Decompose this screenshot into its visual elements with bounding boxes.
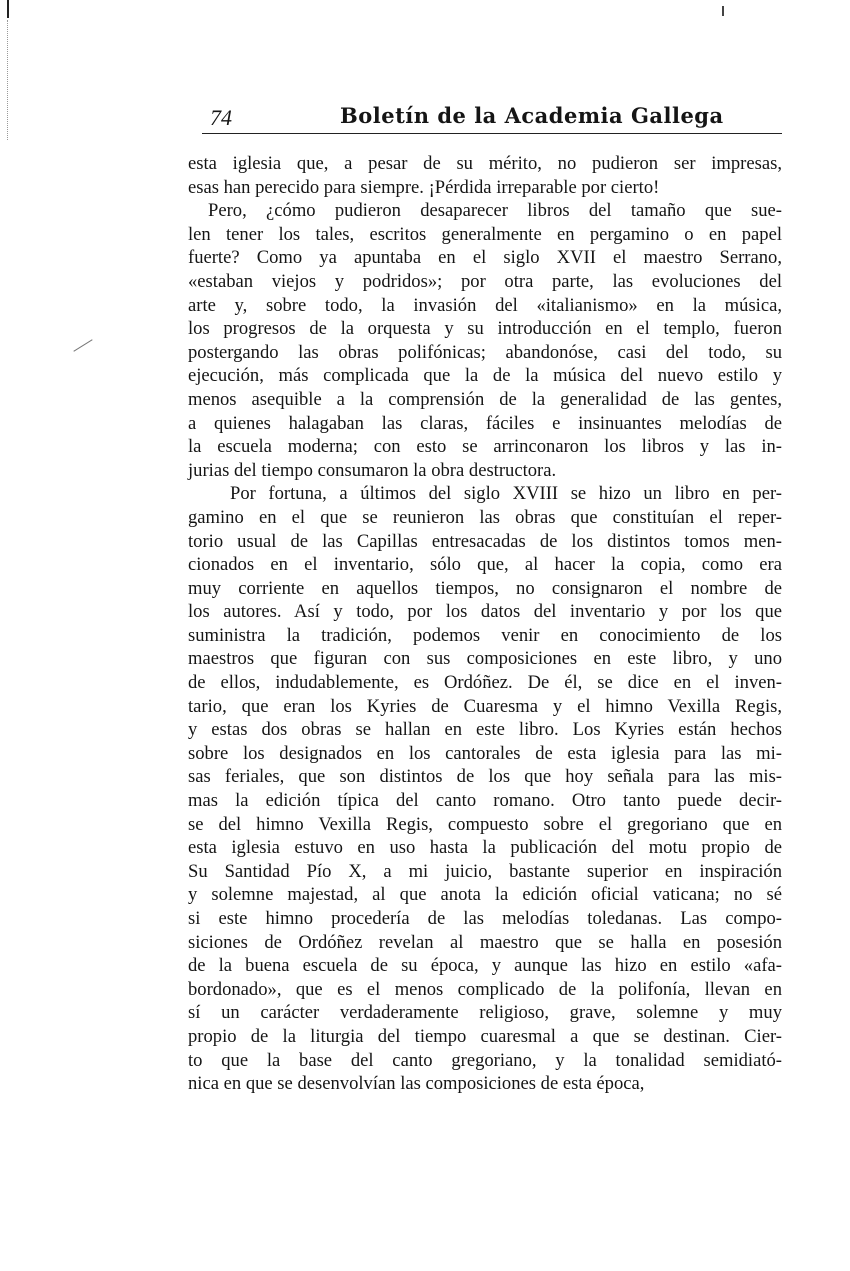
text-line: la escuela moderna; con esto se arrinconaron los libros y las in- xyxy=(188,436,782,458)
text-line: fuerte? Como ya apuntaba en el siglo XVII el maestro Serrano, xyxy=(188,247,782,269)
text-line: siciones de Ordóñez revelan al maestro que se halla en posesión xyxy=(188,931,782,953)
text-line: suministra la tradición, podemos venir en conocimiento de los xyxy=(188,624,782,646)
text-line: los progresos de la orquesta y su introducción en el templo, fueron xyxy=(188,318,782,340)
text-line: mas la edición típica del canto romano. Otro tanto puede decir- xyxy=(188,790,782,812)
page-header xyxy=(202,103,782,134)
scan-speck xyxy=(722,6,724,16)
paragraph xyxy=(188,482,782,1095)
text-line: ejecución, más complicada que la de la música del nuevo estilo y xyxy=(188,365,782,387)
text-line: Su Santidad Pío X, a mi juicio, bastante superior en inspiración xyxy=(188,860,782,882)
paragraph xyxy=(188,152,782,199)
text-line: sobre los designados en los cantorales de esta iglesia para las mi- xyxy=(188,742,782,764)
text-line: y estas dos obras se hallan en este libro. Los Kyries están hechos xyxy=(188,719,782,741)
text-line: si este himno procedería de las melodías toledanas. Las compo- xyxy=(188,908,782,929)
text-line: cionados en el inventario, sólo que, al hacer la copia, como era xyxy=(188,554,782,576)
text-line: propio de la liturgia del tiempo cuaresmal a que se destinan. Cier- xyxy=(188,1025,782,1047)
text-line: sas feriales, que son distintos de los que hoy señala para las mis- xyxy=(188,766,782,788)
text-line: menos asequible a la comprensión de la generalidad de las gentes, xyxy=(188,388,782,410)
body-text xyxy=(188,152,782,1096)
text-line: len tener los tales, escritos generalmente en pergamino o en papel xyxy=(188,223,782,245)
text-line: muy corriente en aquellos tiempos, no consignaron el nombre de xyxy=(188,577,782,599)
text-line: arte y, sobre todo, la invasión del «italianismo» en la música, xyxy=(188,294,782,316)
scan-edge-mark xyxy=(7,0,9,18)
text-line: y solemne majestad, al que anota la edición oficial vaticana; no sé xyxy=(188,884,782,906)
text-line: «estaban viejos y podridos»; por otra parte, las evoluciones del xyxy=(188,270,782,292)
text-line: postergando las obras polifónicas; abandonóse, casi del todo, su xyxy=(188,341,782,363)
text-line: esta iglesia que, a pesar de su mérito, no pudieron ser impresas, xyxy=(188,153,782,174)
running-title: Boletín de la Academia Gallega xyxy=(340,103,724,128)
scan-edge-dots xyxy=(7,20,9,140)
text-line: de ellos, indudablemente, es Ordóñez. De él, se dice en el inven- xyxy=(188,672,782,694)
text-line: tario, que eran los Kyries de Cuaresma y el himno Vexilla Regis, xyxy=(188,695,782,717)
text-line: bordonado», que es el menos complicado de la polifonía, llevan en xyxy=(188,978,782,1000)
page-number: 74 xyxy=(210,105,232,130)
text-line: los autores. Así y todo, por los datos del inventario y por los que xyxy=(188,601,782,623)
text-line: Pero, ¿cómo pudieron desaparecer libros del tamaño que sue- xyxy=(208,200,782,222)
paragraph xyxy=(188,199,782,482)
text-line: sí un carácter verdaderamente religioso, grave, solemne y muy xyxy=(188,1002,782,1024)
text-line: gamino en el que se reunieron las obras que constituían el reper- xyxy=(188,506,782,528)
text-line: esta iglesia estuvo en uso hasta la publicación del motu propio de xyxy=(188,837,782,859)
text-line: torio usual de las Capillas entresacadas de los distintos tomos men- xyxy=(188,530,782,552)
scan-stroke-mark xyxy=(73,339,92,352)
text-line: se del himno Vexilla Regis, compuesto sobre el gregoriano que en xyxy=(188,813,782,835)
text-line: maestros que figuran con sus composiciones en este libro, y uno xyxy=(188,648,782,670)
text-line: jurias del tiempo consumaron la obra destructora. xyxy=(188,459,557,481)
text-line: to que la base del canto gregoriano, y la tonalidad semidiató- xyxy=(188,1049,782,1071)
text-line: esas han perecido para siempre. ¡Pérdida irreparable por cierto! xyxy=(188,176,660,198)
text-line: nica en que se desenvolvían las composiciones de esta época, xyxy=(188,1073,645,1095)
text-line: a quienes halagaban las claras, fáciles e insinuantes melodías de xyxy=(188,412,782,434)
text-line: Por fortuna, a últimos del siglo XVIII se hizo un libro en per- xyxy=(230,483,782,505)
text-line: de la buena escuela de su época, y aunque las hizo en estilo «afa- xyxy=(188,955,782,977)
